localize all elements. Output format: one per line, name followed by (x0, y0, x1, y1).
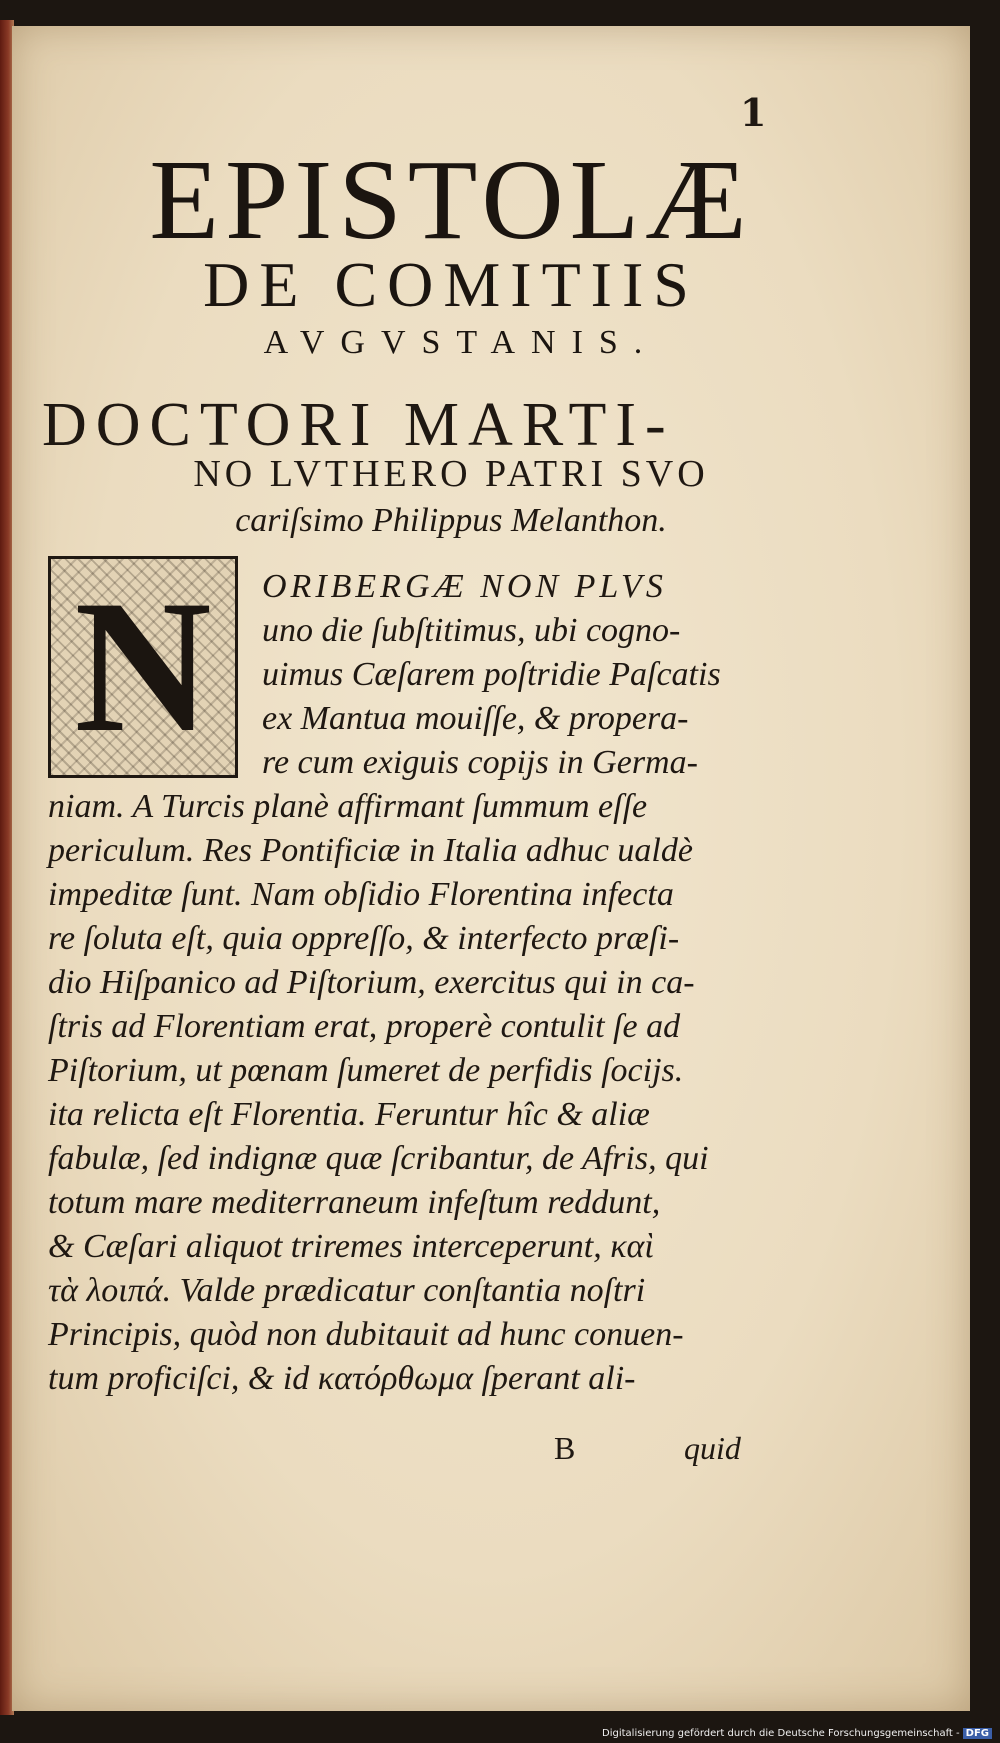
body-line: Principis, quòd non dubitauit ad hunc conuen- (48, 1316, 684, 1353)
body-line: Piſtorium, ut pœnam ſumeret de perfidis ſocijs. (48, 1052, 684, 1089)
decorated-initial (48, 556, 238, 778)
body-line: uno die ſubſtitimus, ubi cogno- (262, 612, 681, 649)
body-line: fabulæ, ſed indignæ quæ ſcribantur, de Afris, qui (48, 1140, 709, 1177)
catchword: quid (684, 1430, 741, 1466)
body-line: tum proficiſci, & id κατόρθωμα ſperant ali- (48, 1360, 636, 1397)
title-line-3: AVGVSTANIS. (263, 324, 659, 361)
heading-line-2: NO LVTHERO PATRI SVO (193, 453, 709, 495)
body-line: dio Hiſpanico ad Piſtorium, exercitus qui in ca- (48, 964, 695, 1001)
heading-line-3: cariſsimo Philippus Melanthon. (235, 502, 667, 539)
digitization-footer (602, 1728, 992, 1739)
body-line: ſtris ad Florentiam erat, properè contulit ſe ad (48, 1008, 681, 1045)
book-page (12, 26, 970, 1711)
title-line-1: EPISTOLÆ (149, 136, 753, 263)
heading-line-1: DOCTORI MARTI- (42, 391, 675, 459)
body-line: & Cæſari aliquot triremes interceperunt, καὶ (48, 1228, 654, 1265)
dfg-logo: DFG (963, 1728, 992, 1739)
body-line: niam. A Turcis planè affirmant ſummum eſſe (48, 788, 648, 825)
body-line: re ſoluta eſt, quia oppreſſo, & interfecto præſi- (48, 920, 680, 957)
body-line: re cum exiguis copijs in Germa- (262, 744, 698, 781)
body-line: ex Mantua mouiſſe, & propera- (262, 700, 689, 737)
body-line: τὰ λοιπά. Valde prædicatur conſtantia noſtri (48, 1272, 646, 1309)
body-line: ita relicta eſt Florentia. Feruntur hîc & aliæ (48, 1096, 650, 1133)
body-line: totum mare mediterraneum infeſtum reddunt, (48, 1184, 661, 1221)
body-line: ORIBERGÆ NON PLVS (262, 568, 667, 605)
body-line: uimus Cæſarem poſtridie Paſcatis (262, 656, 721, 693)
footer-text: Digitalisierung gefördert durch die Deutsche Forschungsgemeinschaft - (602, 1728, 960, 1739)
title-line-2: DE COMITIIS (203, 249, 699, 320)
body-line: periculum. Res Pontificiæ in Italia adhuc ualdè (48, 832, 693, 869)
body-line: impeditæ ſunt. Nam obſidio Florentina infecta (48, 876, 674, 913)
page-number: 1 (740, 90, 767, 135)
initial-letter: N (74, 562, 212, 772)
signature-mark: B (554, 1430, 576, 1466)
